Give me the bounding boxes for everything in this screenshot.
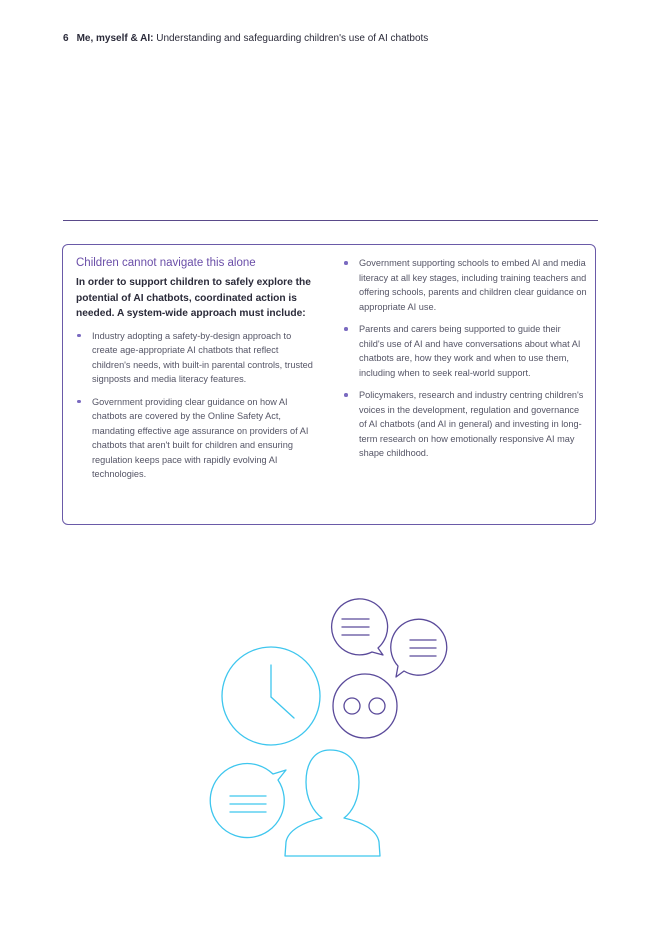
report-title-rest: Understanding and safeguarding children's use of AI chatbots	[153, 33, 429, 44]
callout-title: Children cannot navigate this alone	[76, 257, 256, 269]
bullet-item: Policymakers, research and industry centring children's voices in the development, regulation and governance of AI chatbots (and AI in general) and investing in long-term research on how emotionally responsive AI may shape childhood.	[343, 388, 588, 461]
left-bullet-list	[76, 329, 316, 482]
callout-box	[62, 244, 596, 525]
callout-left-column	[76, 257, 316, 490]
chatbot-face-icon	[333, 674, 397, 738]
speech-bubble-icon	[210, 764, 286, 838]
bullet-item: Government supporting schools to embed AI and media literacy at all key stages, including training teachers and offering schools, parents and children clear guidance on appropriate AI use.	[343, 256, 588, 314]
page-header	[63, 33, 428, 44]
speech-bubble-icon	[332, 599, 388, 655]
person-icon	[285, 750, 380, 856]
bullet-item: Industry adopting a safety-by-design approach to create age-appropriate AI chatbots that reflect children's needs, with built-in parental controls, trusted signposts and media literacy features.	[76, 329, 316, 387]
section-divider	[63, 220, 598, 221]
report-title-bold: Me, myself & AI:	[76, 33, 154, 44]
clock-icon	[222, 647, 320, 745]
bullet-item: Parents and carers being supported to guide their child's use of AI and have conversations about what AI chatbots are, how they work and when to use them, including when to seek real-world support.	[343, 322, 588, 380]
bullet-item: Government providing clear guidance on how AI chatbots are covered by the Online Safety Act, mandating effective age assurance on providers of AI chatbots that aren't built for children and ensuring regulation keeps pace with rapidly evolving AI technologies.	[76, 395, 316, 482]
callout-intro: In order to support children to safely explore the potential of AI chatbots, coordinated action is needed. A system-wide approach must include:	[76, 277, 311, 319]
speech-bubble-icon	[391, 619, 447, 677]
chatbot-illustration	[200, 590, 470, 870]
callout-right-column	[343, 256, 588, 469]
page-number: 6	[63, 33, 69, 44]
right-bullet-list	[343, 256, 588, 461]
